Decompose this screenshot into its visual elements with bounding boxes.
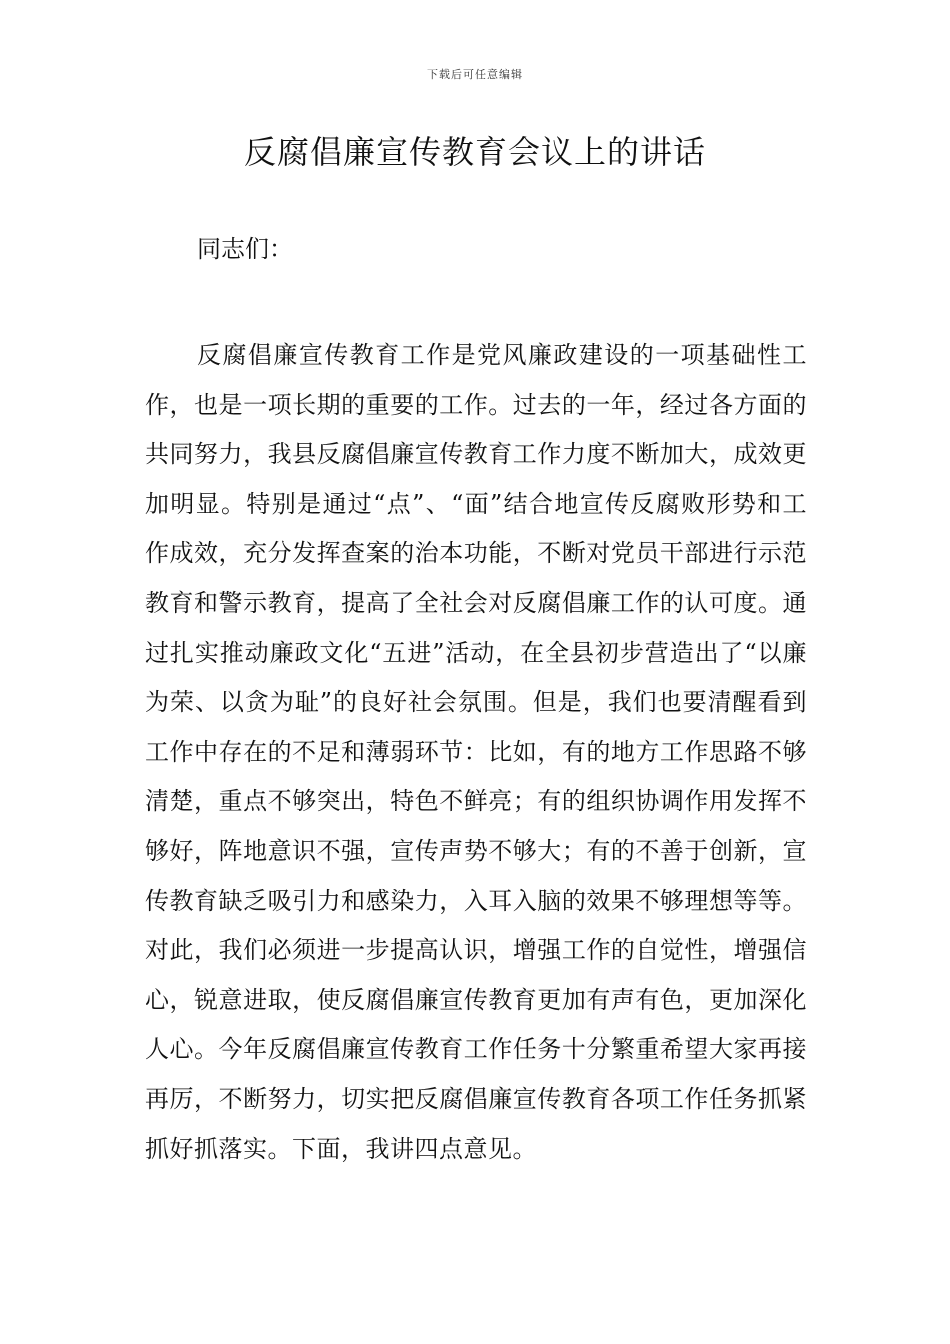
document-title: 反腐倡廉宣传教育会议上的讲话 bbox=[243, 133, 706, 171]
header-note: 下载后可任意编辑 bbox=[427, 68, 523, 81]
body-paragraph: 反腐倡廉宣传教育工作是党风廉政建设的一项基础性工作，也是一项长期的重要的工作。过去的一年，经过各方面的共同努力，我县反腐倡廉宣传教育工作力度不断加大，成效更加明显。特别是通过“点”、“面”结合地宣传反腐败形势和工作成效，充分发挥查案的治本功能，不断对党员干部进行示范教育和警示教育，提高了全社会对反腐倡廉工作的认可度。通过扎实推动廉政文化“五进”活动，在全县初步营造出了“以廉为荣、以贪为耻”的良好社会氛围。但是，我们也要清醒看到工作中存在的不足和薄弱环节：比如，有的地方工作思路不够清楚，重点不够突出，特色不鲜亮；有的组织协调作用发挥不够好，阵地意识不强，宣传声势不够大；有的不善于创新，宣传教育缺乏吸引力和感染力，入耳入脑的效果不够理想等等。对此，我们必须进一步提高认识，增强工作的自觉性，增强信心，锐意进取，使反腐倡廉宣传教育更加有声有色，更加深化人心。今年反腐倡廉宣传教育工作任务十分繁重希望大家再接再厉，不断努力，切实把反腐倡廉宣传教育各项工作任务抓紧抓好抓落实。下面，我讲四点意见。 bbox=[145, 341, 807, 1163]
salutation: 同志们： bbox=[197, 235, 293, 263]
